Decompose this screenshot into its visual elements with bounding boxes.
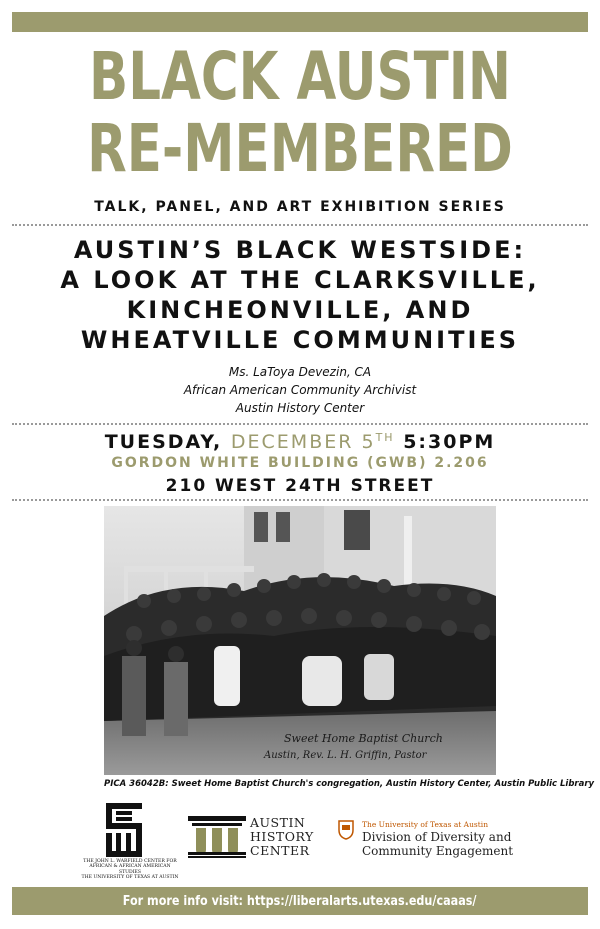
dotted-divider [12,499,588,501]
event-day: TUESDAY, [104,431,223,453]
footer-bar [12,887,588,915]
ut-division-line-2: Community Engagement [362,844,514,858]
series-subtitle: TALK, PANEL, AND ART EXHIBITION SERIES [94,199,506,215]
dotted-divider [12,224,588,226]
event-date: DECEMBER 5TH [230,431,395,453]
photo-inscription-line-2: Austin, Rev. L. H. Griffin, Pastor [264,750,427,761]
ahc-line-2: HISTORY [250,829,314,844]
talk-title-line-2: A LOOK AT THE CLARKSVILLE, [60,266,540,294]
warfield-line-1: THE JOHN L. WARFIELD CENTER FOR [83,859,177,864]
photo-caption: PICA 36042B: Sweet Home Baptist Church's congregation, Austin History Center, Austin Public Library [104,779,595,789]
poster-title-line-2: RE-MEMBERED [87,110,513,187]
ahc-line-3: CENTER [250,843,310,858]
congregation-photo [104,506,496,775]
event-venue: GORDON WHITE BUILDING (GWB) 2.206 [111,455,489,471]
speaker-name: Ms. LaToya Devezin, CA [228,365,372,379]
talk-title-line-4: WHEATVILLE COMMUNITIES [80,326,520,354]
warfield-line-3: THE UNIVERSITY OF TEXAS AT AUSTIN [81,874,179,880]
austin-history-center-logo [188,814,318,862]
poster-title-line-1: BLACK AUSTIN [89,38,511,115]
speaker-org: Austin History Center [235,401,365,415]
event-time: 5:30PM [403,431,496,453]
event-date-time [0,432,600,452]
top-accent-bar [12,12,588,32]
ut-university-name: The University of Texas at Austin [362,820,489,829]
warfield-line-2: AFRICAN & AFRICAN AMERICAN STUDIES [89,864,171,875]
footer-info-link[interactable]: For more info visit: https://liberalarts.utexas.edu/caaas/ [123,893,477,909]
talk-title-line-1: AUSTIN’S BLACK WESTSIDE: [73,236,527,264]
photo-inscription-line-1: Sweet Home Baptist Church [284,732,443,745]
dotted-divider [12,423,588,425]
ut-division-line-1: Division of Diversity and [362,830,512,844]
warfield-mark-icon [106,803,142,857]
ut-ddce-logo [338,820,528,864]
event-street: 210 WEST 24TH STREET [165,476,435,496]
warfield-center-logo [80,803,180,880]
columns-icon [188,816,246,858]
ahc-line-1: AUSTIN [250,815,306,830]
speaker-role: African American Community Archivist [183,383,417,397]
ut-shield-icon [338,820,354,840]
talk-title-line-3: KINCHEONVILLE, AND [126,296,474,324]
